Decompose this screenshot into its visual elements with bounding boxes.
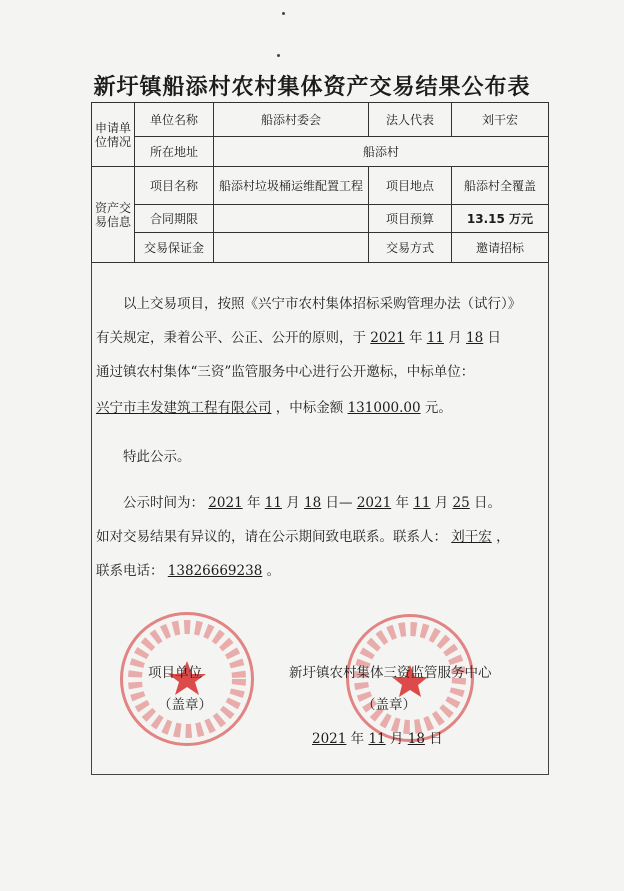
start-month: 11 (264, 495, 282, 511)
year-char: 年 (395, 495, 409, 511)
day-char: 日 (429, 731, 443, 747)
sign-year: 2021 (312, 731, 347, 747)
scan-speck (277, 54, 280, 57)
sign-month: 11 (368, 731, 386, 747)
project-name-label: 项目名称 (135, 167, 214, 205)
award-month: 11 (426, 330, 444, 346)
supervision-center-seal-note: （盖章） (362, 697, 416, 713)
end-month: 11 (413, 495, 431, 511)
contact-name: 刘干宏 (451, 529, 492, 545)
paragraph-notice-period (96, 486, 546, 520)
unit-name-value: 船添村委会 (214, 103, 369, 137)
contract-period-label: 合同期限 (135, 205, 214, 233)
paragraph-procurement-rule: 以上交易项目，按照《兴宁市农村集体招标采购管理办法（试行）》 (123, 296, 522, 312)
year-char: 年 (408, 330, 423, 346)
range-separator: 日— (325, 495, 353, 511)
project-unit-label: 项目单位 (148, 665, 202, 681)
month-char: 月 (286, 495, 300, 511)
budget-label: 项目预算 (369, 205, 452, 233)
objection-text: 如对交易结果有异议的，请在公示期间致电联系。联系人： (96, 529, 447, 545)
document-title: 新圩镇船添村农村集体资产交易结果公布表 (93, 75, 531, 100)
deposit-label: 交易保证金 (135, 233, 214, 263)
project-unit-seal-note: （盖章） (158, 697, 212, 713)
end-day: 25 (452, 495, 470, 511)
year-char: 年 (350, 731, 365, 747)
address-value: 船添村 (214, 137, 549, 167)
deposit-value (214, 233, 369, 263)
asset-section-header: 资产交易信息 (92, 167, 135, 263)
applicant-section-header: 申请单位情况 (92, 103, 135, 167)
principle-text: 有关规定，秉着公平、公正、公开的原则，于 (96, 330, 366, 346)
unit-name-label: 单位名称 (135, 103, 214, 137)
paragraph-objection (96, 520, 546, 554)
paragraph-notice: 特此公示。 (123, 449, 191, 465)
amount-unit: 元。 (424, 400, 452, 416)
paragraph-winner-line (96, 391, 546, 425)
paragraph-date-line (96, 321, 546, 355)
period: 。 (266, 563, 281, 579)
method-value: 邀请招标 (452, 233, 549, 263)
winning-bidder: 兴宁市丰发建筑工程有限公司 (96, 400, 272, 416)
amount-label: ，中标金额 (275, 400, 344, 416)
end-year: 2021 (356, 495, 392, 511)
address-label: 所在地址 (135, 137, 214, 167)
year-char: 年 (246, 495, 261, 511)
month-char: 月 (389, 731, 404, 747)
project-location-value: 船添村全覆盖 (452, 167, 549, 205)
info-table (91, 102, 549, 263)
method-label: 交易方式 (369, 233, 452, 263)
month-char: 月 (434, 495, 449, 511)
phone-label: 联系电话： (96, 563, 164, 579)
contract-period-value (214, 205, 369, 233)
start-year: 2021 (208, 495, 243, 511)
legal-rep-value: 刘干宏 (452, 103, 549, 137)
winning-amount: 131000.00 (347, 400, 421, 416)
start-day: 18 (304, 495, 322, 511)
paragraph-phone (96, 554, 546, 588)
signature-date (312, 727, 443, 747)
paragraph-center-line: 通过镇农村集体“三资”监管服务中心进行公开邀标，中标单位： (96, 364, 475, 380)
sign-day: 18 (407, 731, 425, 747)
month-char: 月 (448, 330, 462, 346)
notice-period-label: 公示时间为： (123, 495, 204, 511)
project-name-value: 船添村垃圾桶运维配置工程 (214, 167, 369, 205)
end-char: 日。 (474, 495, 502, 511)
legal-rep-label: 法人代表 (369, 103, 452, 137)
budget-value: 13.15 万元 (452, 205, 549, 233)
award-day: 18 (466, 330, 484, 346)
comma: ， (496, 529, 510, 545)
day-char: 日 (487, 330, 502, 346)
scan-speck (282, 12, 285, 15)
contact-phone: 13826669238 (167, 563, 263, 579)
supervision-center-label: 新圩镇农村集体三资监管服务中心 (289, 665, 492, 681)
award-year: 2021 (370, 330, 405, 346)
project-location-label: 项目地点 (369, 167, 452, 205)
